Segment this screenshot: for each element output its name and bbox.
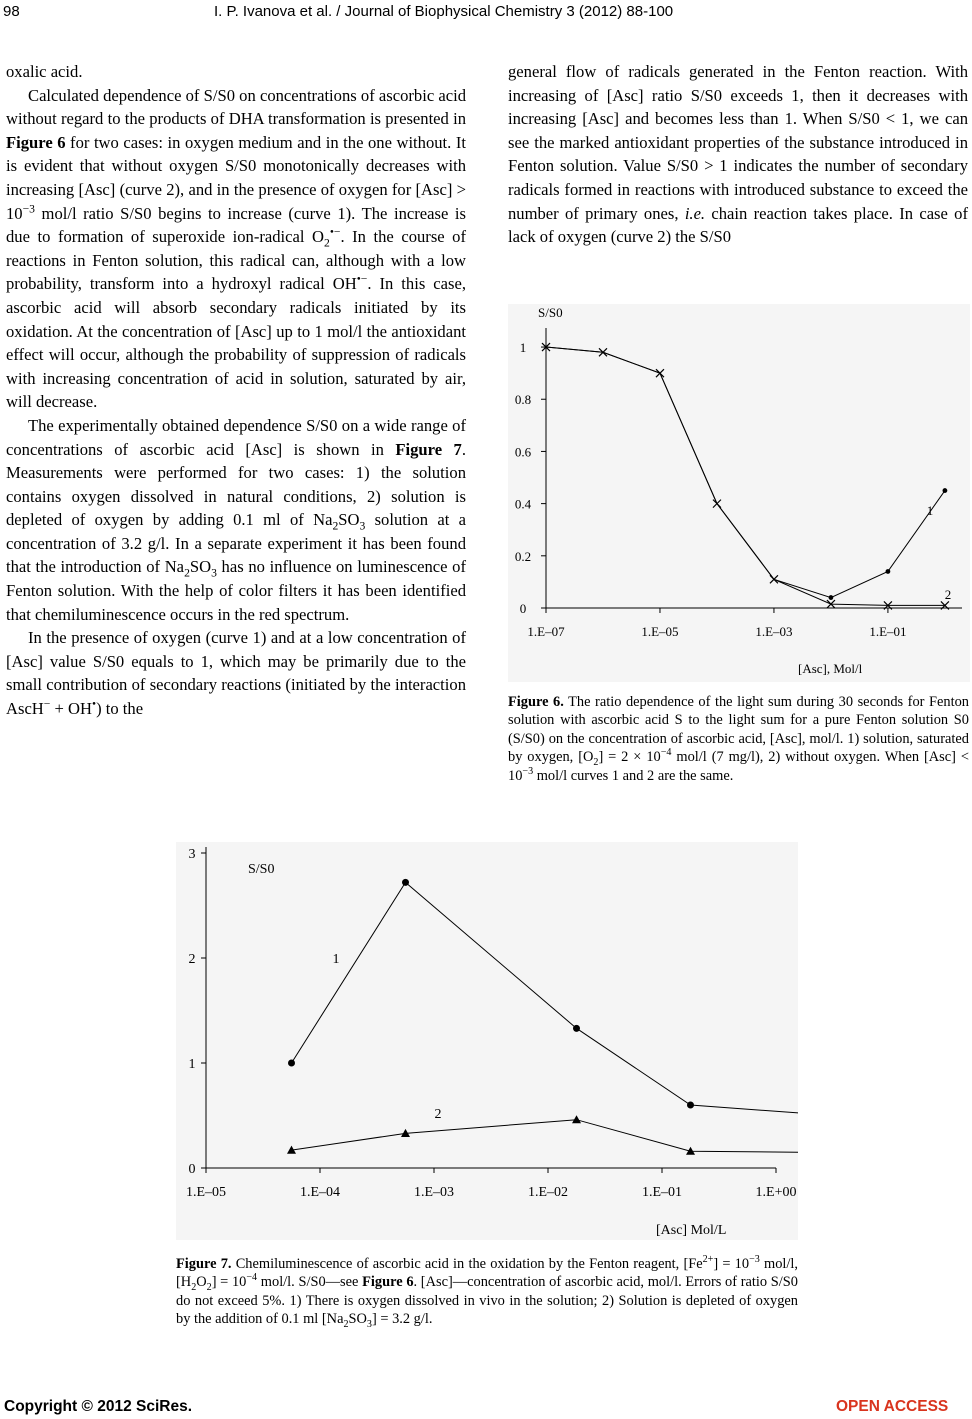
- y-axis-label: S/S0: [248, 862, 275, 877]
- running-title: I. P. Ivanova et al. / Journal of Biophysical Chemistry 3 (2012) 88-100: [214, 3, 674, 20]
- figure-6-svg: [508, 304, 970, 682]
- y-tick-label: 0.2: [514, 548, 532, 564]
- series-label-1: 1: [332, 952, 340, 967]
- open-access-badge: OPEN ACCESS: [836, 1398, 949, 1415]
- y-tick-label: 0.6: [514, 444, 532, 460]
- series-2-point: [770, 575, 778, 583]
- series-2-line: [546, 347, 945, 605]
- y-tick-label: 1: [188, 1057, 196, 1072]
- x-tick-label: 1.E–03: [755, 624, 793, 639]
- figure-6-ref[interactable]: Figure 6: [6, 132, 66, 152]
- figure-7-svg: [176, 842, 798, 1240]
- series-2-line: [292, 1120, 799, 1153]
- x-tick-label: 1.E–04: [299, 1185, 341, 1200]
- series-1-point: [288, 1060, 295, 1067]
- x-tick-label: 1.E–01: [869, 624, 907, 639]
- series-label-1: 1: [926, 503, 934, 518]
- figure-7-caption: Figure 7. Chemiluminescence of ascorbic acid in the oxidation by the Fenton reagent, $[Fe^{2+}] = 10^{-3}$ mol/l, $[H_2O_2] = 10^{-4}$ mol/l. S/S0—see Figure 6. [Asc]—concentration of ascorbic acid, mol/l. Errors of ratio S/S0 do not exceed 5%. 1) There is oxygen dissolved in vivo in the solution; 2) Solution is depleted of oxygen by the addition of 0.1 ml $[Na_2SO_3] = 3.2$ g/l.: [176, 1254, 798, 1331]
- y-tick-label: 3: [188, 847, 196, 862]
- y-axis-label: S/S0: [538, 305, 563, 320]
- series-label-2: 2: [944, 587, 952, 602]
- figure-6-chart: [508, 304, 970, 682]
- left-column: [6, 60, 466, 721]
- y-tick-label: 0: [519, 601, 527, 616]
- x-tick-label: 1.E–01: [641, 1185, 683, 1200]
- y-tick-label: 2: [188, 952, 196, 967]
- series-1-line: [292, 882, 799, 1113]
- y-tick-label: 0.4: [514, 496, 532, 512]
- x-tick-label: 1.E+00: [755, 1185, 797, 1200]
- paragraph-1: Calculated dependence of S/S0 on concentrations of ascorbic acid without regard to the products of DHA transformation is presented in Figure 6 for two cases: in oxygen medium and in the one without. It is evident that without oxygen S/S0 monotonically decreases with increasing [Asc] (curve 2), and in the presence of oxygen for $[Asc] > 10^{-3}$ mol/l ratio S/S0 begins to increase (curve 1). The increase is due to formation of superoxide ion-radical $O_2^{•-}$. In the course of reactions in Fenton solution, this radical can, although with a low probability, transform into a hydroxyl radical OH•−. In this case, ascorbic acid will absorb secondary radicals initiated by its oxidation. At the concentration of [Asc] up to 1 mol/l the antioxidant effect will occur, although the probability of suppression of radicals with increasing concentration of acid in solution, saturated by air, will decrease.: [6, 85, 466, 412]
- series-1-point: [573, 1025, 580, 1032]
- x-tick-label: 1.E–03: [413, 1185, 455, 1200]
- series-1-line: [546, 347, 945, 598]
- x-tick-label: 1.E–07: [527, 624, 565, 639]
- series-2-point: [572, 1115, 581, 1123]
- figure-7-ref[interactable]: Figure 7: [395, 439, 462, 459]
- series-1-point: [402, 879, 409, 886]
- paragraph-0: oxalic acid.: [6, 62, 83, 81]
- x-axis-label: [Asc] Mol/L: [656, 1223, 727, 1238]
- figure-6-caption: Figure 6. The ratio dependence of the light sum during 30 seconds for Fenton solution with ascorbic acid S to the light sum for a pure Fenton solution S0 (S/S0) on the concentration of ascorbic acid, [Asc], mol/l. 1) solution, saturated by oxygen, $[O_2] = 2 \times 10^{-4}$ mol/l (7 mg/l), 2) without oxygen. When $[Asc] < 10^{-3}$ mol/l curves 1 and 2 are the same.: [508, 694, 969, 784]
- x-tick-label: 1.E–02: [527, 1185, 569, 1200]
- figure-7-chart: [176, 842, 798, 1240]
- series-1-point: [943, 488, 948, 493]
- right-column: [508, 60, 968, 249]
- y-tick-label: 0: [188, 1162, 196, 1177]
- y-tick-label: 1: [519, 340, 527, 356]
- copyright: Copyright © 2012 SciRes.: [4, 1398, 193, 1415]
- series-label-2: 2: [434, 1107, 442, 1122]
- x-axis-label: [Asc], Mol/l: [798, 661, 863, 676]
- series-1-point: [886, 569, 891, 574]
- series-2-point: [713, 500, 721, 508]
- x-tick-label: 1.E–05: [641, 624, 679, 639]
- series-1-point: [829, 595, 834, 600]
- series-2-point: [656, 369, 664, 377]
- paragraph-2: The experimentally obtained dependence S/S0 on a wide range of concentrations of ascorbic acid [Asc] is shown in Figure 7. Measurements were performed for two cases: 1) the solution contains oxygen dissolved in natural conditions, 2) solution is depleted of oxygen by adding 0.1 ml of $Na_2SO_3$ solution at a concentration of 3.2 g/l. In a separate experiment it has been found that the introduction of $Na_2SO_3$ has no influence on luminescence of Fenton solution. With the help of color filters it has been identified that chemiluminescence occurs in the red spectrum.: [6, 415, 466, 624]
- y-tick-label: 0.8: [514, 392, 532, 408]
- page-number: 98: [3, 3, 20, 20]
- paragraph-right: general flow of radicals generated in the Fenton reaction. With increasing of [Asc] ratio S/S0 exceeds 1, then it decreases with increasing [Asc] and becomes less than 1. When S/S0 < 1, we can see the marked antioxidant properties of the substance introduced in Fenton solution. Value S/S0 > 1 indicates the number of secondary radicals formed in reactions with introduced substance to exceed the number of primary ones, i.e. chain reaction takes place. In case of lack of oxygen (curve 2) the S/S0: [508, 62, 969, 247]
- series-1-point: [687, 1102, 694, 1109]
- paragraph-3: In the presence of oxygen (curve 1) and at a low concentration of [Asc] value S/S0 equals to 1, which may be primarily due to the small contribution of secondary reactions (initiated by the interaction AscH− + OH•) to the: [6, 628, 466, 719]
- x-tick-label: 1.E–05: [185, 1185, 227, 1200]
